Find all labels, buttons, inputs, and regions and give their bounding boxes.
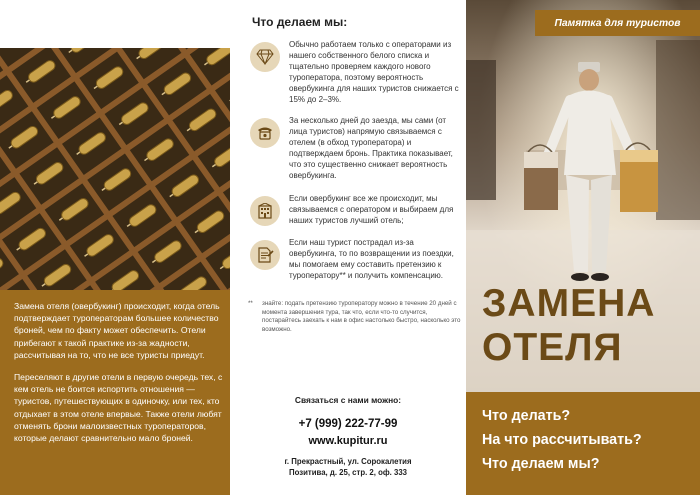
top-white-strip [0,0,230,48]
list-item-whitelist [250,40,460,105]
footnote-mark: ** [248,300,253,307]
question-what-to-do: Что делать? [482,408,571,424]
overbooking-description [14,300,224,454]
hotel-icon [250,196,280,226]
list-item-direct-contact [250,116,460,181]
telephone-icon [250,118,280,148]
footnote-text: знайте: подать претензию туроператору можно в течение 20 дней с момента завершения тура, так что, если что-то случится, постарайтесь заехать к нам в офис настолько быстро, насколько это возможно. [262,300,461,333]
contact-label: Связаться с нами можно: [294,395,402,405]
hotel-keys-photo [0,48,230,290]
questions-box [466,392,700,495]
right-panel [466,0,700,495]
list-item-better-hotel [250,194,460,227]
relocation-paragraph: Переселяют в другие отели в первую очередь тех, с кем отель не боится испортить отношения — туристов, путешествующих в одиночку, или тех, кто отдыхает в этом отеле впервые. Также отели любят отменять брони малоизвестных туроператоров, которые делают сравнительно мало броней. [14,372,223,444]
left-panel [0,0,230,495]
item-text: За несколько дней до заезда, мы сами (от лица туристов) напрямую связываемся с отелем (в обход туроператора) и подтверждаем бронь. Практика показывает, что это существенно снижает вероятность овербукинга. [289,116,453,180]
list-item-claim-help [250,238,460,282]
item-text: Если овербукинг все же происходит, мы связываемся с оператором и выбираем для наших туристов лучший отель; [289,194,454,225]
title-line-1: ЗАМЕНА [482,282,656,325]
intro-paragraph: Замена отеля (овербукинг) происходит, когда отель подтверждает туроператорам большее количество броней, чем по факту может обеспечить. Отели прибегают к такой практике из-за жадности, рассчитывая на то, что не все туристы приедут. [14,301,220,360]
question-what-to-expect: На что рассчитывать? [482,432,642,448]
address-line-2: Позитива, д. 25, стр. 2, оф. 333 [288,468,408,477]
item-text: Если наш турист пострадал из-за овербукинга, то по возвращении из поездки, мы помогаем ему составить претензию к туроператору** и получить компенсацию. [289,238,454,280]
address-line-1: г. Прекрастный, ул. Сорокалетия [284,457,412,466]
item-text: Обычно работаем только с операторами из нашего собственного белого списка и тщательно проверяем каждого нового туроператора, поэтому вероятность овербукинга для наших туристов снижается с 15% до 2–3%. [289,40,459,104]
diamond-icon [250,42,280,72]
question-what-we-do: Что делаем мы? [482,456,600,472]
middle-panel [230,0,466,495]
what-we-do-heading: Что делаем мы: [252,15,348,29]
phone-number[interactable]: +7 (999) 222-77-99 [298,418,398,430]
footnote [248,300,462,334]
document-icon [250,240,280,270]
website-link[interactable]: www.kupitur.ru [308,435,388,447]
tourist-memo-badge: Памятка для туристов [535,10,700,36]
brochure-title [482,282,655,370]
title-line-2: ОТЕЛЯ [482,326,623,369]
